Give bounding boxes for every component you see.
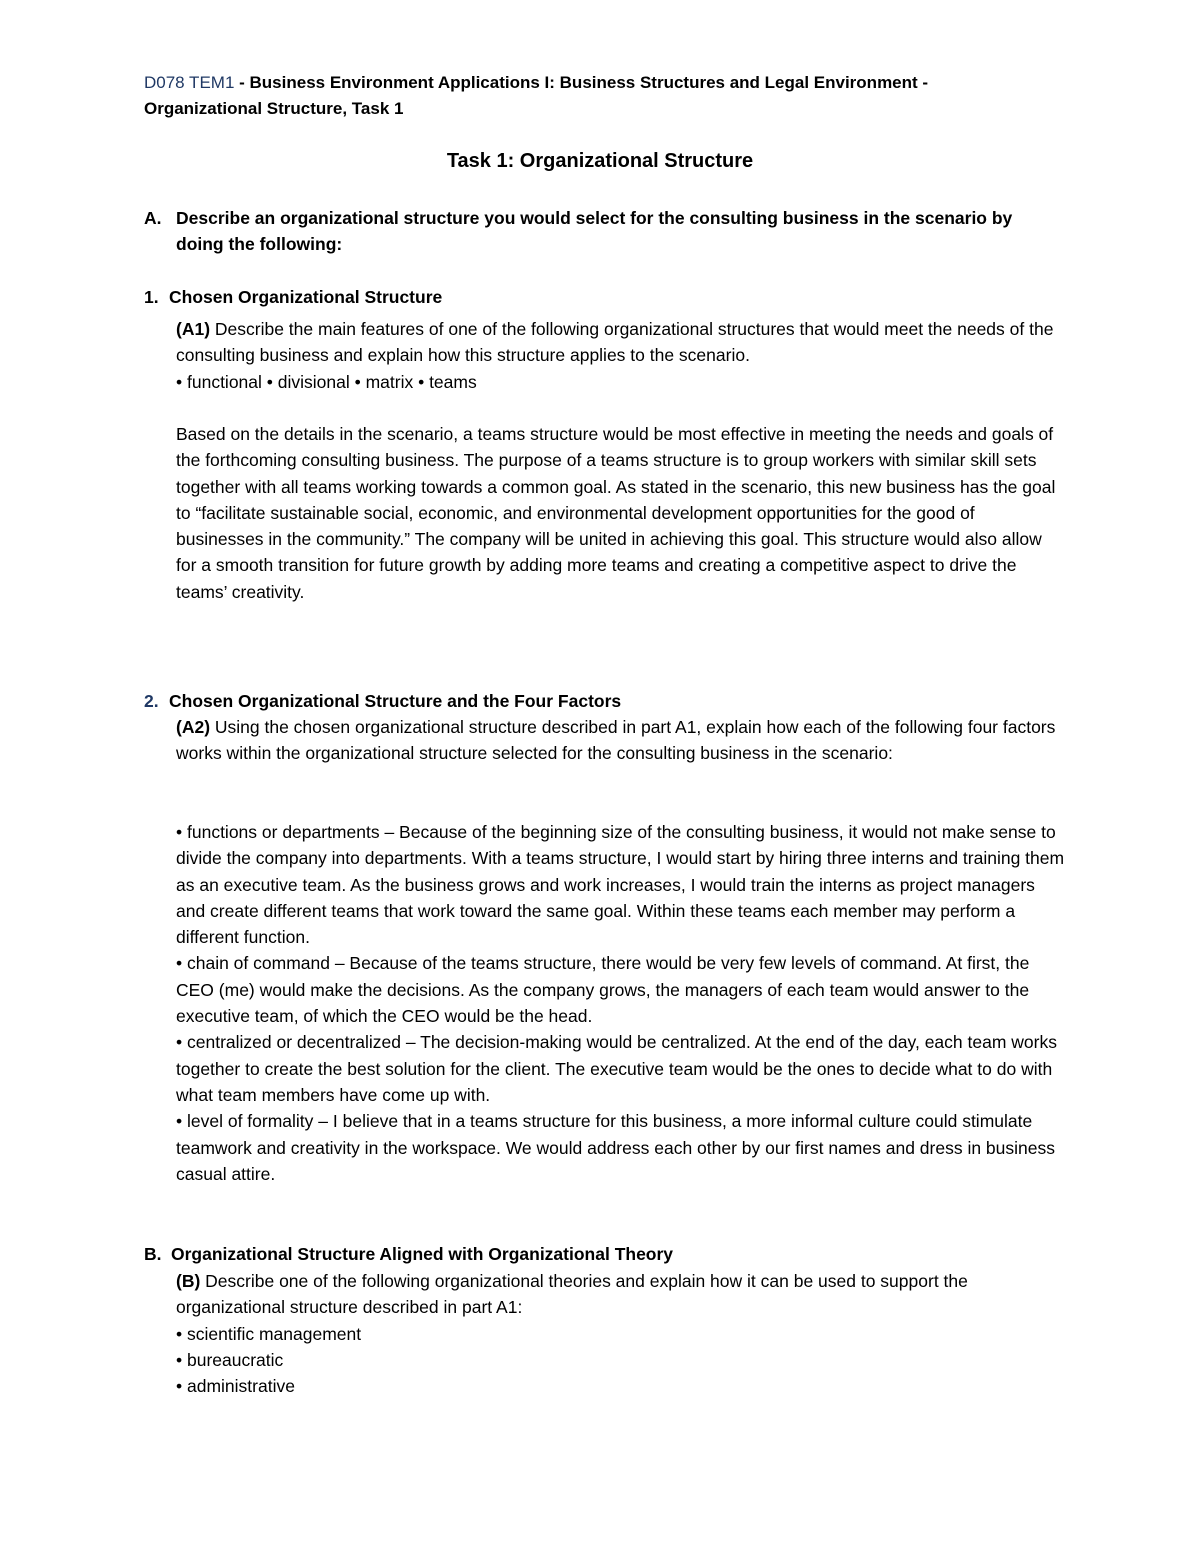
- section-b-heading: [144, 1241, 1064, 1267]
- section-1-prompt: [176, 316, 1066, 395]
- section-2-prompt: [176, 714, 1066, 767]
- section-2-prompt-text: Using the chosen organizational structure described in part A1, explain how each of the following four factors works within the organizational structure selected for the consulting business in the scenario:: [176, 717, 1056, 764]
- section-2-tag: (A2): [176, 717, 211, 737]
- section-a-text: Describe an organizational structure you would select for the consulting business in the scenario by doing the following:: [176, 208, 1013, 254]
- section-1-prompt-text: Describe the main features of one of the following organizational structures that would meet the needs of the consulting business and explain how this structure applies to the scenario.: [176, 319, 1054, 366]
- section-2-factors: [176, 819, 1066, 1187]
- section-2-title: Chosen Organizational Structure and the Four Factors: [169, 691, 622, 711]
- theory-administrative: • administrative: [176, 1376, 295, 1397]
- section-2-number: 2.: [144, 691, 159, 711]
- section-b-label: B.: [144, 1244, 162, 1264]
- document-header: [144, 70, 1044, 122]
- theory-scientific-management: • scientific management: [176, 1323, 362, 1344]
- section-1-answer: Based on the details in the scenario, a teams structure would be most effective in meeting the needs and goals of the forthcoming consulting business. The purpose of a teams structure is to group workers with similar skill sets together with all teams working towards a common goal. As stated in the scenario, this new business has the goal to “facilitate sustainable social, economic, and environmental development opportunities for the good of businesses in the community.” The company will be united in achieving this goal. This structure would also allow for a smooth transition for future growth by adding more teams and creating a competitive aspect to drive the teams’ creativity.: [176, 424, 1056, 602]
- factor-functions: • functions or departments – Because of the beginning size of the consulting business, it would not make sense to divide the company into departments. With a teams structure, I would start by hiring three interns and training them as an executive team. As the business grows and work increases, I would train the interns as project managers and create different teams that work toward the same goal. Within these teams each member may perform a different function.: [176, 822, 1065, 948]
- course-code: D078 TEM1: [144, 73, 235, 92]
- factor-centralization: • centralized or decentralized – The decision-making would be centralized. At the end of the day, each team works together to create the best solution for the client. The executive team would be the ones to decide what to do with what team members have come up with.: [176, 1032, 1057, 1105]
- section-1-options: • functional • divisional • matrix • teams: [176, 371, 477, 392]
- theory-bureaucratic: • bureaucratic: [176, 1349, 284, 1370]
- section-1-number: 1.: [144, 287, 159, 307]
- section-1-tag: (A1): [176, 319, 211, 339]
- header-text: - Business Environment Applications I: Business Structures and Legal Environment - Organizational Structure, Task 1: [144, 73, 929, 118]
- factor-formality: • level of formality – I believe that in a teams structure for this business, a more informal culture could stimulate teamwork and creativity in the workspace. We would address each other by our first names and dress in business casual attire.: [176, 1111, 1055, 1184]
- page-title: Task 1: Organizational Structure: [446, 150, 754, 172]
- section-1-title: Chosen Organizational Structure: [169, 287, 443, 307]
- section-1-heading: [144, 284, 1064, 310]
- section-a-label: A.: [144, 208, 162, 228]
- section-b-tag: (B): [176, 1271, 201, 1291]
- section-b-prompt-text: Describe one of the following organizational theories and explain how it can be used to support the organizational structure described in part A1:: [176, 1271, 968, 1318]
- factor-chain-of-command: • chain of command – Because of the teams structure, there would be very few levels of command. At first, the CEO (me) would make the decisions. As the company grows, the managers of each team would answer to the executive team, of which the CEO would be the head.: [176, 953, 1030, 1027]
- section-a-instruction: [144, 205, 1064, 257]
- section-2-heading: [144, 688, 1064, 714]
- section-b-prompt: [176, 1268, 1066, 1399]
- section-b-title: Organizational Structure Aligned with Organizational Theory: [171, 1244, 674, 1264]
